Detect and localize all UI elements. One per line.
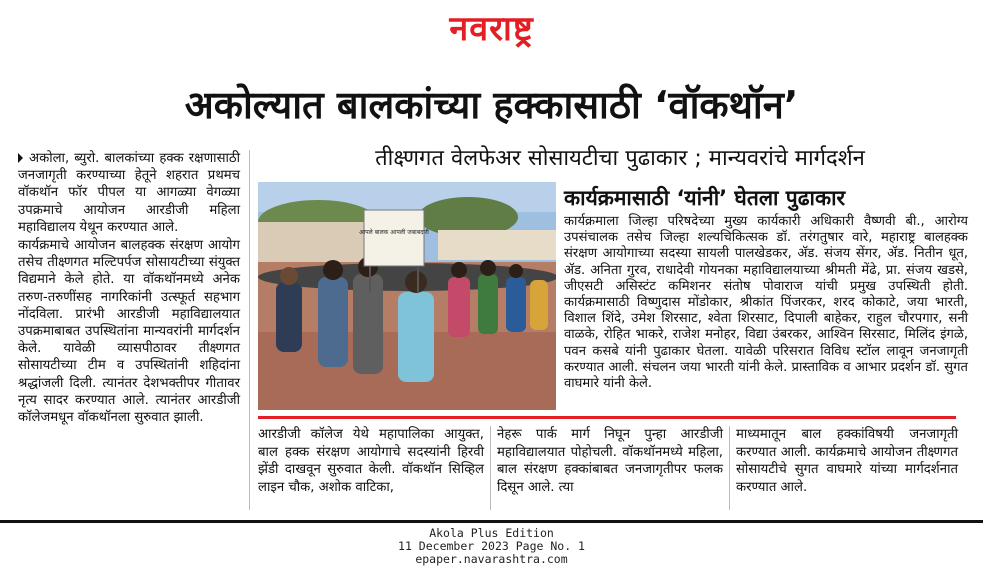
red-divider (258, 416, 956, 419)
article-headline: अकोल्यात बालकांच्या हक्कासाठी ‘वॉकथॉन’ (184, 83, 799, 127)
bottom-column-1: आरडीजी कॉलेज येथे महापालिका आयुक्त, बाल हक्क संरक्षण आयोगाचे सदस्यांनी हिरवी झेंडी दाखवून सुरुवात केली. वॉकथॉन सिव्हिल लाइन चौक, अशोक वाटिका, (258, 427, 484, 495)
sidebar-box-body: कार्यक्रमाला जिल्हा परिषदेच्या मुख्य कार्यकारी अधिकारी वैष्णवी बी., आरोग्य उपसंचालक तसेच जिल्हा शल्यचिकित्सक डॉ. तरंगतुषार वारे, महाराष्ट्र बालहक्क संरक्षण आयोगाच्या सदस्या सायली पालखेडकर, ॲड. संजय सेंगर, ॲड. नितीन धूत, ॲड. अनिता गुरव, राधादेवी गोयनका महाविद्यालयाच्या श्रीमती मेंढे, प्रा. संजय खडसे, जीएसटी असिस्टंट कमिशनर संतोष पोवाराज यांची प्रमुख उपस्थिती होती. कार्यक्रमासाठी विष्णुदास मोंडोकार, श्रीकांत पिंजरकर, शरद कोकाटे, जया भारती, विशाल शिंदे, उमेश शिरसाट, श्वेता शिरसाट, दिपाली बाहेकर, राहुल चौरपगार, सनी वाळके, रोहित भाकरे, राजेश मनोहर, विद्या उंबरकर, आश्विन सिरसाट, मिलिंद इंगळे, पवन कसबे यांनी पुढाकार घेतला. यावेळी परिसरात विविध स्टॉल लावून जनजागृती करण्यात आली. संचलन जया भारती यांनी केले. प्रास्ताविक व आभार प्रदर्शन डॉ. सुगत वाघमारे यांनी केले. (564, 214, 968, 392)
footer (0, 527, 983, 566)
bottom-column-3: माध्यमातून बाल हक्कांविषयी जनजागृती करण्यात आली. कार्यक्रमाचे आयोजन तीक्ष्णगत सोसायटीचे सुगत वाघमारे यांच्या मार्गदर्शनात करण्यात आले. (736, 427, 958, 495)
article-subhead: तीक्ष्णगत वेलफेअर सोसायटीचा पुढाकार ; मान्यवरांचे मार्गदर्शन (375, 146, 865, 171)
column-divider (490, 426, 491, 510)
walkathon-photo-image (258, 182, 556, 410)
footer-date-page: 11 December 2023 Page No. 1 (398, 539, 585, 553)
bullet-arrow-icon (18, 153, 23, 163)
newspaper-masthead: नवराष्ट्र (449, 9, 534, 49)
sidebar-box-title: कार्यक्रमासाठी ‘यांनी’ घेतला पुढाकार (564, 186, 846, 210)
banner-text: आपले बालक आपली जबाबदारी (359, 229, 429, 236)
left-paragraph-2: कार्यक्रमाचे आयोजन बालहक्क संरक्षण आयोग तसेच तीक्ष्णगत मल्टिपर्पज सोसायटीच्या संयुक्त विद्यमाने केले होते. या वॉकथॉनमध्ये अनेक तरुण-तरुणींसह नागरिकांनी उत्स्फूर्त सहभाग नोंदविला. प्रारंभी आरडीजी महाविद्यालयात उपक्रमाबाबत उपस्थितांना मान्यवरांनी मार्गदर्शन केले. यावेळी व्यासपीठावर तीक्ष्णगत सोसायटीच्या टीम व उपस्थितांनी शहिदांना श्रद्धांजली दिली. त्यानंतर देशभक्तीपर गीतावर नृत्य सादर करण्यात आले. त्यानंतर आरडीजी कॉलेजमधून वॉकथॉनला सुरुवात झाली. (18, 238, 240, 426)
footer-url[interactable]: epaper.navarashtra.com (415, 552, 568, 566)
bottom-column-2: नेहरू पार्क मार्ग निघून पुन्हा आरडीजी महाविद्यालयात पोहोचली. वॉकथॉनमध्ये महिला, बाल संरक्षण हक्कांबाबत जनजागृतीपर फलक दिसून आले. त्या (497, 427, 723, 495)
left-column (18, 150, 240, 427)
news-photo (258, 182, 556, 410)
column-divider (249, 150, 250, 510)
footer-rule (0, 520, 983, 523)
footer-edition: Akola Plus Edition (429, 526, 554, 540)
left-paragraph-1-text: अकोला, ब्युरो. बालकांच्या हक्क रक्षणासाठी जनजागृती करण्याच्या हेतूने शहरात प्रथमच वॉकथॉन फॉर पीपल या आगळ्या वेगळ्या उपक्रमाचे आयोजन आरडीजी महिला महाविद्यालय येथून करण्यात आले. (18, 151, 240, 235)
column-divider (729, 426, 730, 510)
left-paragraph-1 (18, 150, 240, 236)
